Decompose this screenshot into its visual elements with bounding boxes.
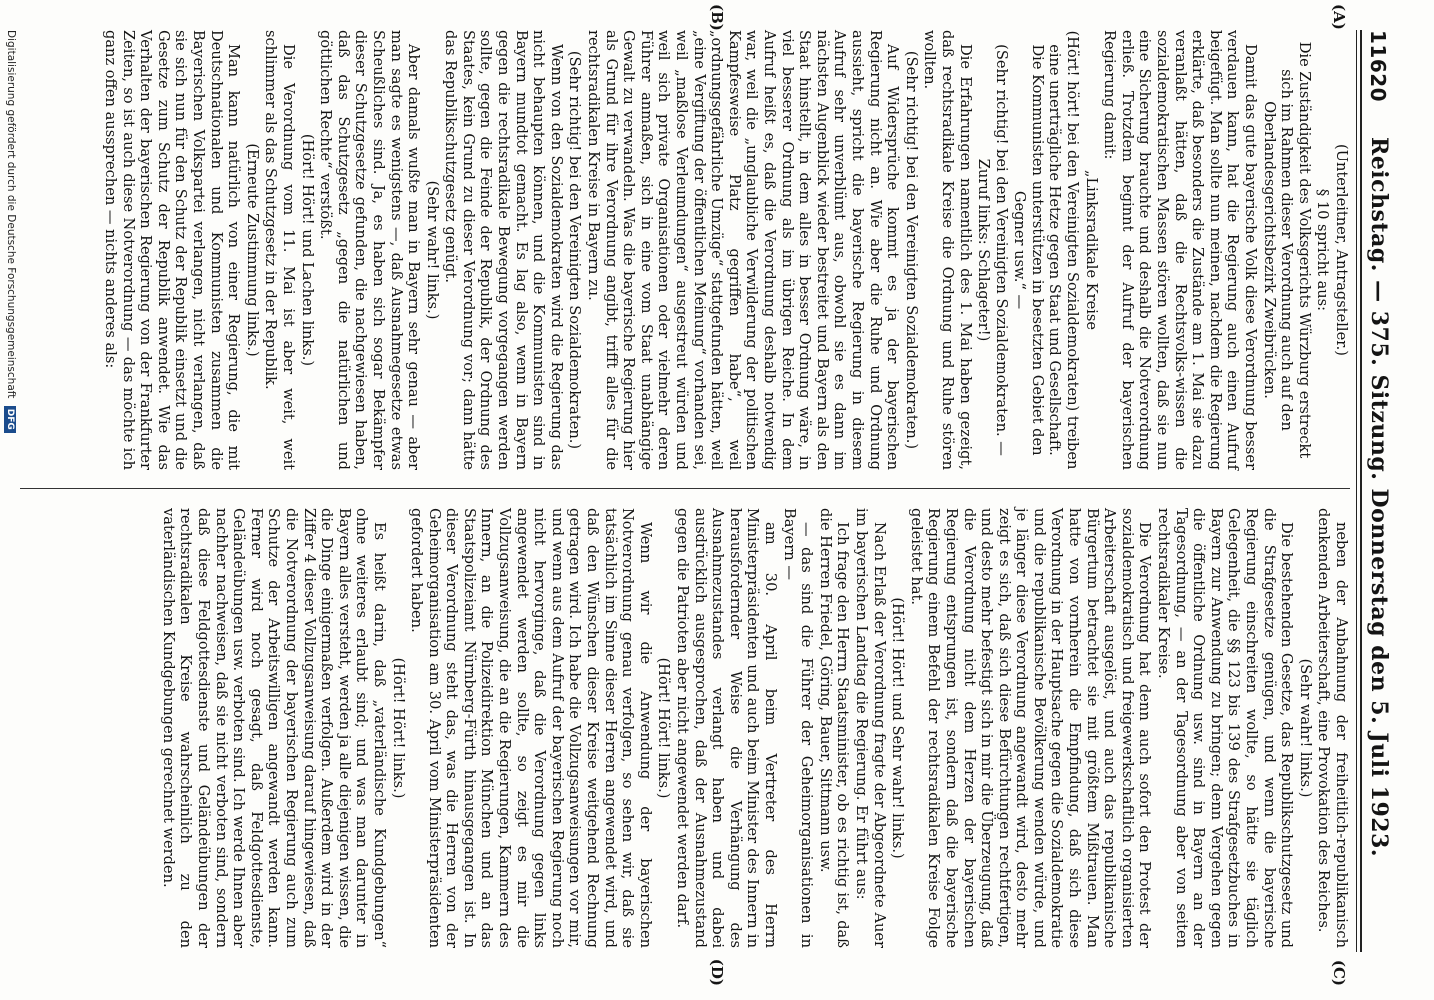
paragraph-text: Wenn von den Sozialdemokraten wird die Regierung das nicht behaupten können, und die Kommunisten sind in Bayern mundtot gemacht. Es lag also, wenn in Bayern gegen die rechtsradikale Bewegung vorgegangen werden sollte, gegen die Feinde der Republik, der Ordnung des Staates, kein Grund zu dieser Verordnung vor; dann hätte das Republikschutzgesetz genügt. [442,30,565,470]
page-title: Reichstag. — 375. Sitzung. Donnerstag den 5. Juli 1923. [1366,137,1392,858]
dfg-logo: DFG [4,406,16,433]
interjection-text: (Unterleitner, Antragsteller.) [1333,144,1350,356]
margin-marker-c: (C) [1330,959,1348,986]
interjection-text: Die Zuständigkeit des Volksgerichts Würzburg erstreckt sich im Rahmen dieser Verordnung auch auf den Oberlandesgerichtsbezirk Zweibrücken. [1260,41,1313,459]
paragraph-text: Es heißt darin, daß „vaterländische Kundgebungen“ ohne weiteres erlaubt sind; und was man darunter in Bayern alles versteht, werden ja alle diejenigen wissen, die die Dinge einigermaßen verfolgen. Außerdem wird in der Ziffer 4 dieser Vollzugsanweisung darauf hingewiesen, daß die Notverordnung der bayerischen Regierung auch zum Schutze der Arbeitswilligen angewandt werden kann. Ferner wird noch gesagt, daß Feldgottesdienste, Geländeübungen usw. verboten sind. Ich werde Ihnen aber nachher nachweisen, daß sie nicht verboten sind, sondern daß diese Feldgottesdienste und Geländeübungen der rechtsradikalen Kreise wahrscheinlich zu den vaterländischen Kundgebungen gerechnet werden. [159,508,388,948]
interjection-text: (Sehr richtig! bei den Vereinigten Sozialdemokraten.) [566,50,584,450]
paragraph-text: Die Verordnung hat denn auch sofort den Protest der sozialdemokratisch und freigewerkschaftlich organisierten Arbeiterschaft ausgelöst, und auch das republikanische Bürgertum betrachtet sie mit größtem Mißtrauen. Man hatte von vornherein die Empfindung, daß sich diese Verordnung in der Hauptsache gegen die Sozialdemokratie und die republikanische Bevölkerung wenden würde, und je länger diese Verordnung angewandt wird, desto mehr zeigt es sich, daß sich diese Befürchtungen rechtfertigen, und desto mehr befestigt sich in mir die Überzeugung, daß die Verordnung nicht dem Herzen der bayerischen Regierung entsprungen ist, sondern daß die bayerische Regierung einem Befehl der rechtsradikalen Kreise Folge geleistet hat. [907,508,1154,948]
column-divider [20,488,1350,489]
interjection-text: (Sehr wahr! links.) [1296,658,1314,798]
paragraph-text: Die Verordnung vom 11. Mai ist aber weit, weit schlimmer als das Schutzgesetz in der Republik. [262,30,297,470]
paragraph-text: Aber damals wußte man in Bayern sehr genau — aber man sagte es wenigstens —, daß Ausnahmegesetze etwas Scheußliches sind. Ja, es haben sich sogar Bekämpfer dieser Schutzgesetze gefunden, die nachgewiesen haben, daß das Schutzgesetz „gegen die natürlichen und göttlichen Rechte“ verstößt. [317,30,423,470]
paragraph-text: Man kann natürlich von einer Regierung, die mit Deutschnationalen und Kommunisten zusammen die Bayerischen Volkspartei verlangen, nicht verlangen, daß sie sich nun für den Schutz der Republik einsetzt und die Gesetze zum Schutz der Republik anwendet. Wie das Verhalten der bayerischen Regierung von der Frankfurter Zeiten, so ist auch diese Notverordnung — das möchte ich ganz offen aussprechen — nichts anderes als: [102,30,243,470]
paragraph-text: Ich frage den Herrn Staatsminister, ob es richtig ist, daß die Herren Friedel, Göring, Bauer, Sittmann usw. [816,508,852,948]
interjection-text: (Sehr wahr! links.) [423,180,441,320]
interjection-text: (Hört! Hört! und Lachen links.) [298,133,316,367]
margin-marker-d: (D) [708,958,726,986]
interjection-text: (Hört! Hört! und Sehr wahr! links.) [889,597,907,859]
paragraph-text: Die bestehenden Gesetze, das Republikschutzgesetz und die Strafgesetze genügen, und wenn die bayerische Regierung einschreiten wollte, so hätte sie täglich Gelegenheit, die §§ 123 bis 139 des Strafgesetzbuches in Bayern zur Anwendung zu bringen; denn Vergehen gegen die öffentliche Ordnung usw. sind in Bayern an der Tagesordnung, — an der Tagesordnung aber von seiten rechtsradikaler Kreise. [1155,508,1296,948]
margin-marker-a: (A) [1330,4,1348,30]
interjection-text: „Linksradikale Kreise [1082,169,1100,331]
interjection-text: (Hört! hört! bei den Vereinigten Sozialdemokraten) treiben eine unerträgliche Hetze gegen Staat und Gesellschaft. Die Kommunisten unterstützen in besetzten Gebiet den Gegner usw.“ — [1011,30,1082,470]
left-column [100,30,1350,470]
paragraph-text: Wenn wir die Anwendung der bayerischen Notverordnung genau verfolgen, so sehen wir, daß sie tatsächlich im Sinne dieser Herren angewendet wird, und daß den Wünschen dieser Kreise weitgehend Rechnung getragen wird. Ich habe die Vollzugsanweisungen vor mir, und wenn aus dem Aufruf der bayerischen Regierung noch nicht hervorginge, daß die Verordnung gegen links angewendet werden sollte, so zeigt es mir die Vollzugsanweisung, die an die Regierungen, Kammern des Innern, an die Polizeidirektion München und an das Staatspolizeiamt Nürnberg-Fürth hinausgegangen ist. In dieser Verordnung steht das, was die Herren von der Geheimorganisation am 30. April vom Ministerpräsidenten gefordert haben. [408,508,654,948]
paragraph-text: Nach Erlaß der Verordnung fragte der Abgeordnete Auer im bayerischen Landtag die Regierung. Er führt aus: [852,508,888,948]
right-column [158,508,1350,948]
footer-credit [4,30,17,952]
interjection-text: (Hört! Hört! links.) [655,657,673,799]
interjection-text: § 10 spricht aus: [1314,188,1332,312]
paragraph-text: Damit das gute bayerische Volk diese Verordnung besser verdauen kann, hat die Regierung auch einen Aufruf beigefügt. Man sollte nun meinen, nachdem die Regierung erklärte, daß besonders die Zustände am 1. Mai sie dazu veranlaßt hätten, daß die Rechtsvolks-wissen die sozialdemokratischen Massen stören wollten, daß sie nun eine Sicherung brauchte und deshalb die Notverordnung erließ. Trotzdem beginnt der Aufruf der bayerischen Regierung damit: [1101,30,1260,470]
header-rule [1356,30,1362,952]
interjection-text: (Erneute Zustimmung links.) [243,143,261,357]
interjection-text: (Sehr richtig! bei den Vereinigten Sozialdemokraten. — Zuruf links: Schlageter!) [975,44,1010,456]
footer-text: Digitalisierung gefördert durch die Deutsche Forschungsgemeinschaft [5,30,17,399]
margin-marker-b: (B) [708,4,726,31]
page-header [1366,30,1396,952]
paragraph-text: am 30. April beim Vertreter des Herrn Ministerpräsidenten und auch beim Minister des Innern in herausfordernder Weise die Verhängung des Ausnahmezustandes verlangt haben und dabei ausdrücklich ausgesprochen, daß der Ausnahmezustand gegen die Patrioten aber nicht angewendet werden darf. [674,508,779,948]
interjection-text: (Sehr richtig! bei den Vereinigten Sozialdemokraten.) [902,50,920,450]
interjection-text: (Hört! Hört! links.) [389,657,407,799]
page-number: 11620 [1366,30,1390,103]
paragraph-text: neben der Anbahnung der freiheitlich-republikanisch denkenden Arbeiterschaft, eine Provokation des Reiches. [1315,508,1350,948]
paragraph-text: Die Erfahrungen namentlich des 1. Mai haben gezeigt, daß rechtsradikale Kreise die Ordnung und Ruhe stören wollten. [921,30,974,470]
paragraph-text: — das sind die Führer der Geheimorganisationen in Bayern — [780,508,816,948]
paragraph-text: Auf Widersprüche kommt es ja der bayerischen Regierung nicht an. Wie aber die Ruhe und Ordnung aussieht, spricht die bayerische Regierung in diesem Aufruf sehr unverblümt aus, obwohl sie es dann im nächsten Augenblick wieder bestreitet und Bayern als den Staat hinstellt, in dem alles in besser Ordnung wäre, in viel besserer Ordnung als im übrigen Reiche. In dem Aufruf heißt es, daß die Verordnung deshalb notwendig war, weil die „unglaubliche Verwilderung der politischen Kampfesweise Platz gegriffen habe“, weil „ordnungsgefährliche Umzüge“ stattgefunden hätten, weil „eine Vergiftung der öffentlichen Meinung“ vorhanden sei, weil „maßlose Verleumdungen“ ausgestreut würden und weil sich private Organisationen oder vielmehr deren Führer anmaßen, sich in eine vom Staat unabhängige Gewalt zu verwandeln. Was die bayerische Regierung hier als Grund für ihre Verordnung angibt, trifft alles für die rechtsradikalen Kreise in Bayern zu. [585,30,902,470]
